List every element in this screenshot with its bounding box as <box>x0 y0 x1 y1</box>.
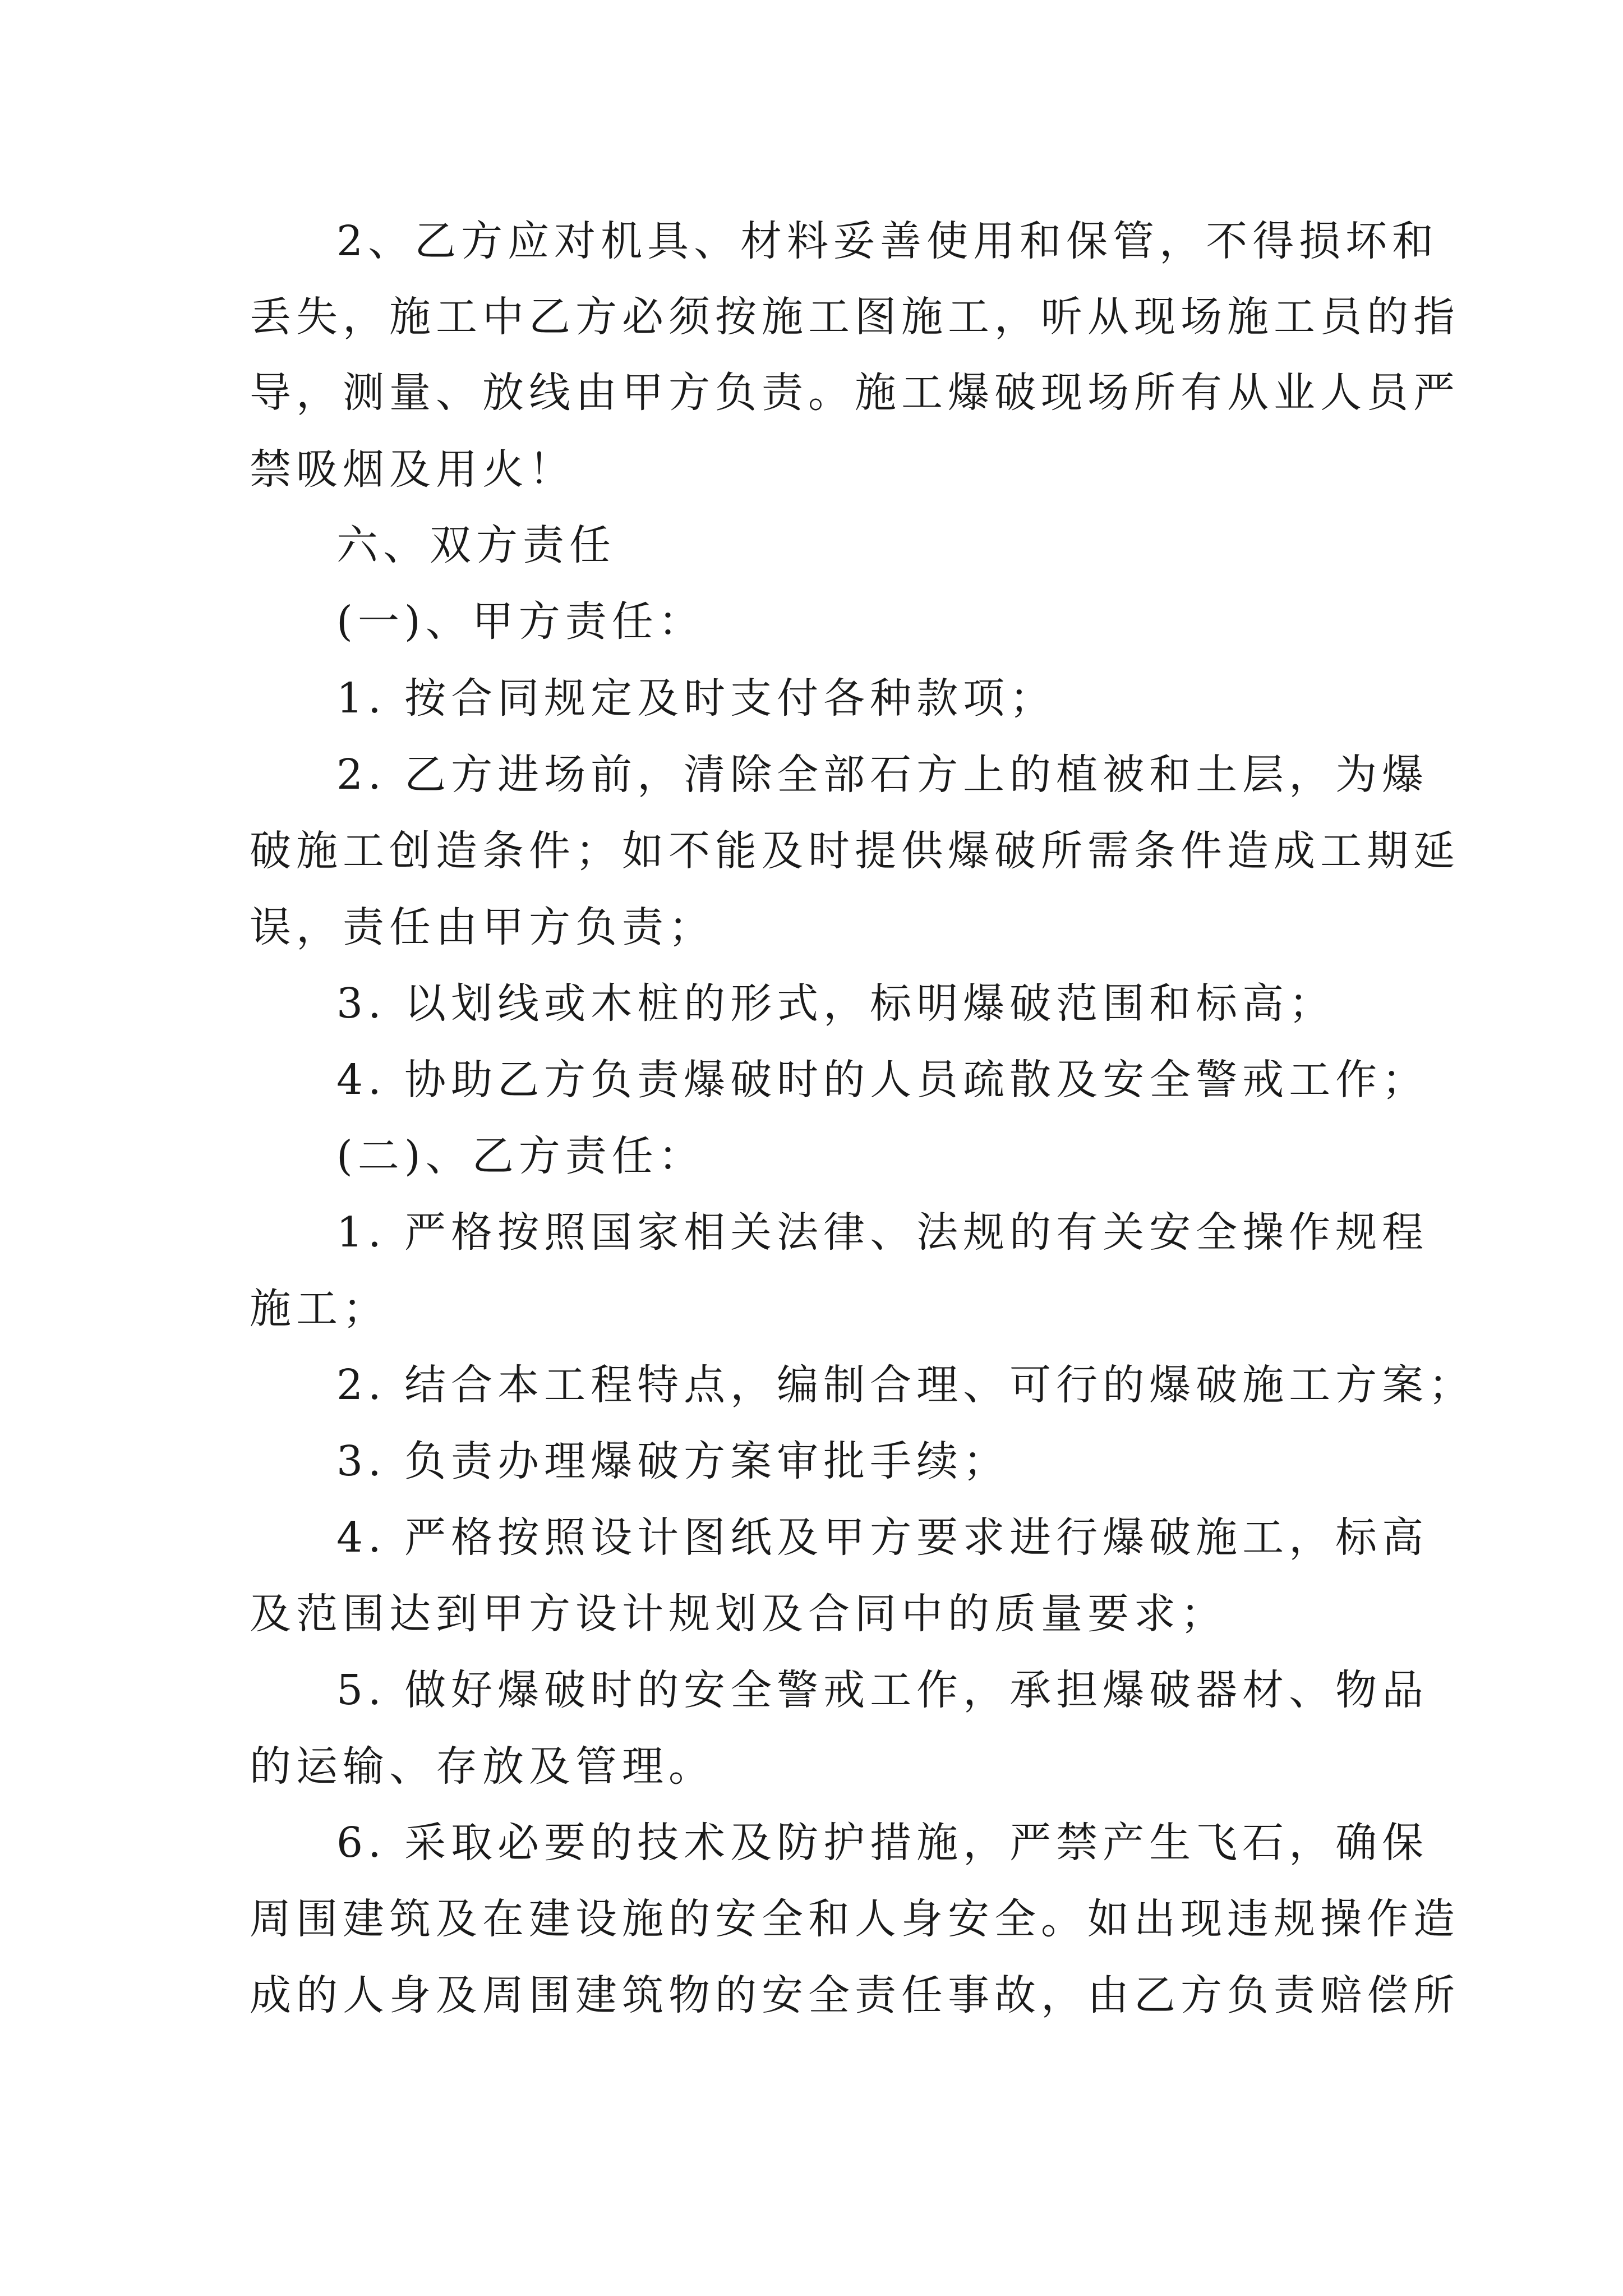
text-line: 2. 结合本工程特点，编制合理、可行的爆破施工方案； <box>336 1361 1476 1409</box>
text-line: 导，测量、放线由甲方负责。施工爆破现场所有从业人员严 <box>250 369 1460 417</box>
text-line: 破施工创造条件；如不能及时提供爆破所需条件造成工期延 <box>250 827 1460 875</box>
text-line: 周围建筑及在建设施的安全和人身安全。如出现违规操作造 <box>250 1895 1460 1943</box>
text-line: 3. 负责办理爆破方案审批手续； <box>336 1437 1010 1485</box>
text-line: 成的人身及周围建筑物的安全责任事故，由乙方负责赔偿所 <box>250 1971 1460 2019</box>
section-heading: 六、双方责任 <box>336 521 616 569</box>
text-line: 施工； <box>250 1285 389 1333</box>
text-line: 6. 采取必要的技术及防护措施，严禁产生飞石，确保 <box>336 1819 1429 1867</box>
text-line: 2. 乙方进场前，清除全部石方上的植被和土层，为爆 <box>336 751 1429 799</box>
text-line: 丢失，施工中乙方必须按施工图施工，听从现场施工员的指 <box>250 293 1460 341</box>
text-line: 2、乙方应对机具、材料妥善使用和保管，不得损坏和 <box>336 217 1439 265</box>
text-line: 4. 协助乙方负责爆破时的人员疏散及安全警戒工作； <box>336 1056 1429 1104</box>
text-line: 误，责任由甲方负责； <box>250 903 715 951</box>
subsection-heading: (一)、甲方责任： <box>336 597 705 646</box>
text-line: 禁吸烟及用火！ <box>250 445 575 494</box>
text-line: 1. 严格按照国家相关法律、法规的有关安全操作规程 <box>336 1208 1429 1257</box>
text-line: 1. 按合同规定及时支付各种款项； <box>336 674 1057 723</box>
text-line: 3. 以划线或木桩的形式，标明爆破范围和标高； <box>336 979 1336 1028</box>
text-line: 4. 严格按照设计图纸及甲方要求进行爆破施工，标高 <box>336 1513 1429 1562</box>
text-line: 的运输、存放及管理。 <box>250 1742 715 1791</box>
text-line: 5. 做好爆破时的安全警戒工作，承担爆破器材、物品 <box>336 1666 1429 1714</box>
subsection-heading: (二)、乙方责任： <box>336 1132 705 1180</box>
text-line: 及范围达到甲方设计规划及合同中的质量要求； <box>250 1590 1227 1638</box>
